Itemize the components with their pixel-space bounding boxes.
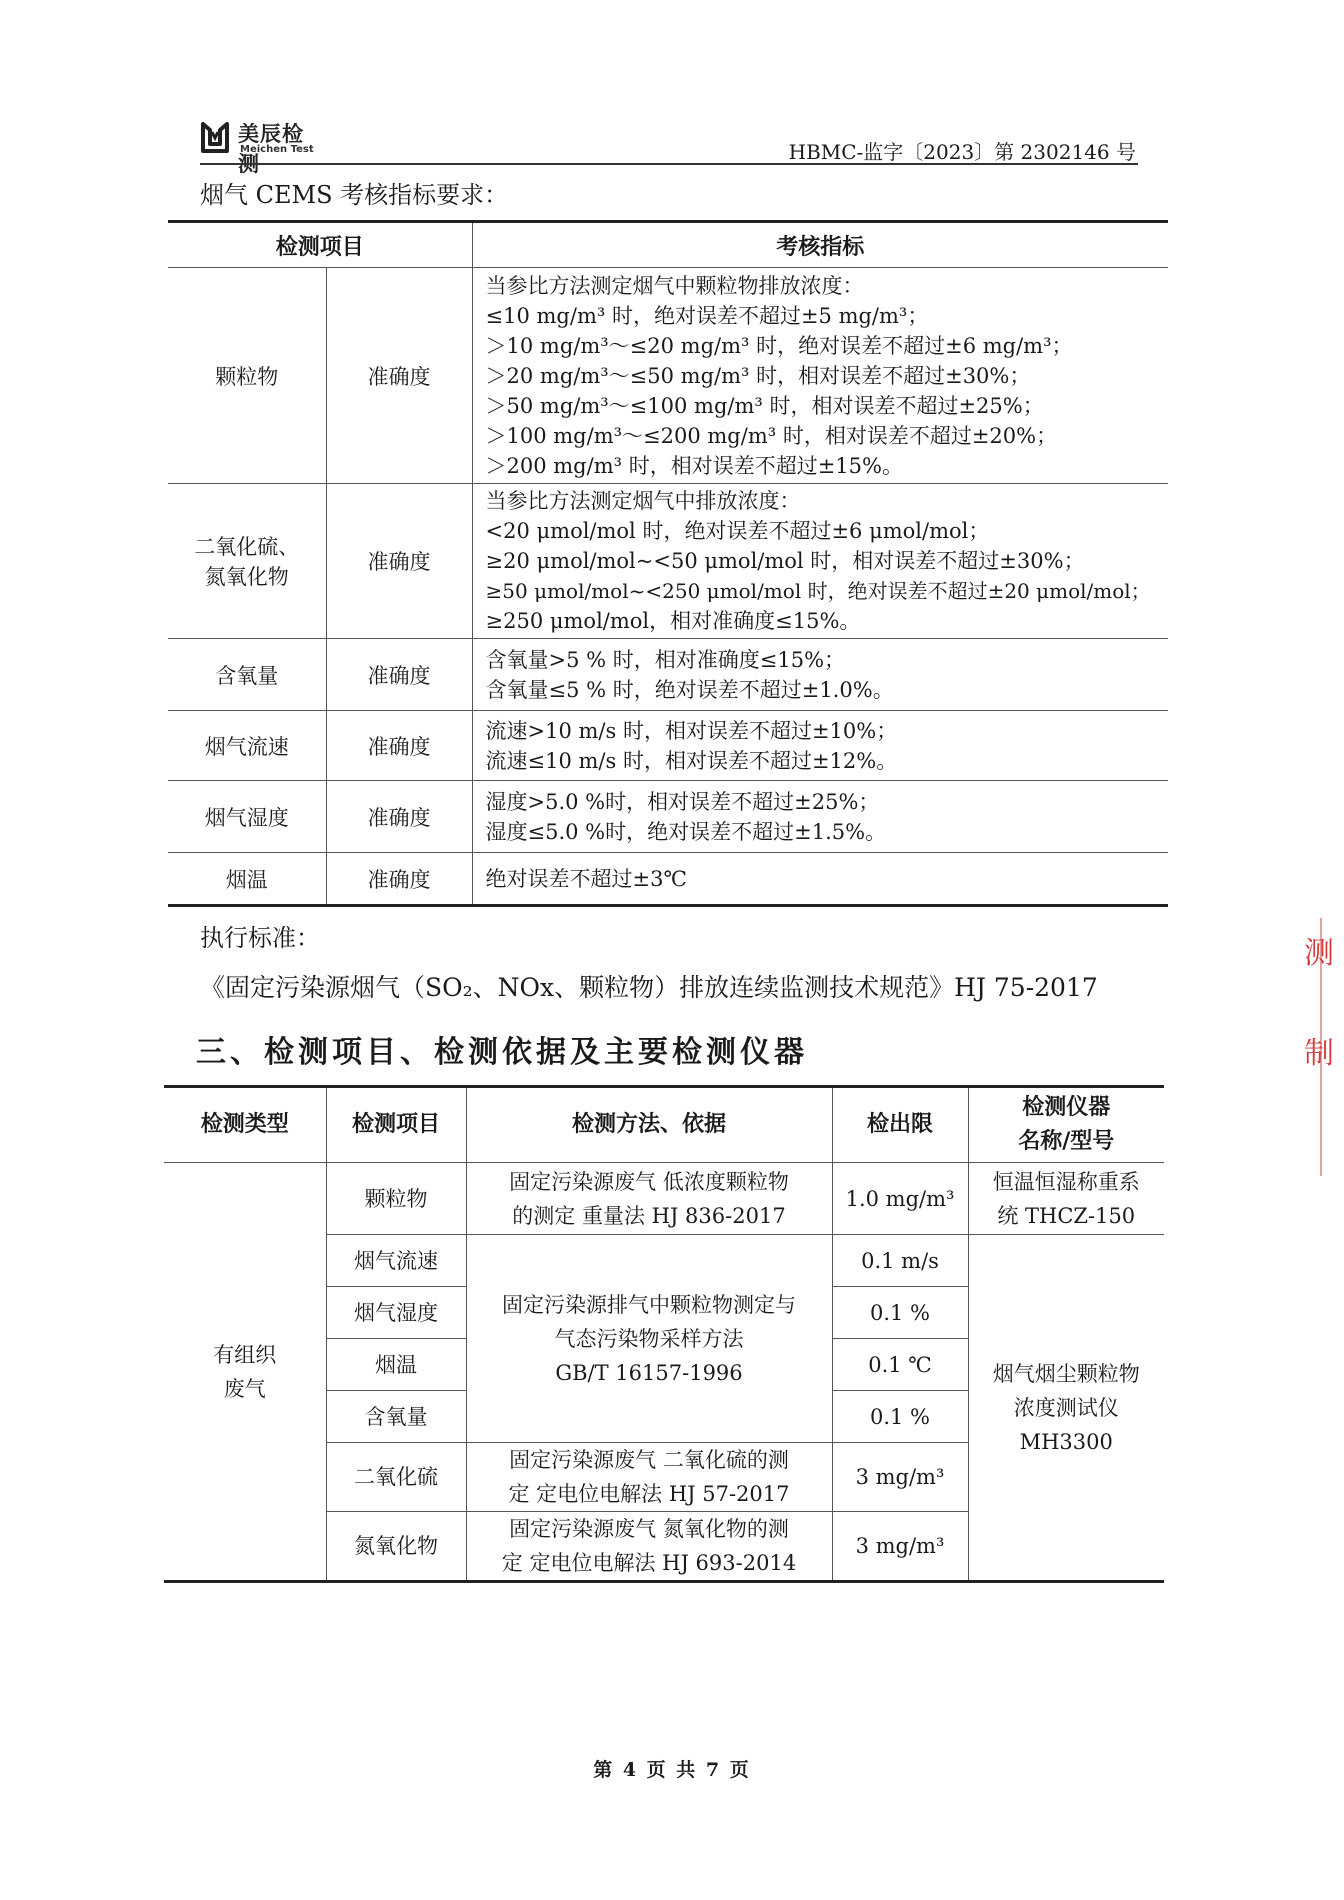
criteria-line: ＞20 mg/m³～≤50 mg/m³ 时，相对误差不超过±30%；	[485, 363, 1031, 388]
metric-cell: 准确度	[326, 711, 472, 781]
seal-char: 测	[1304, 936, 1334, 971]
instrument-cell	[968, 1163, 1164, 1235]
item-cell	[168, 484, 326, 639]
criteria-cell	[472, 268, 1168, 484]
method-line: 定 定电位电解法 HJ 693-2014	[501, 1551, 797, 1575]
criteria-cell	[472, 853, 1168, 906]
criteria-line: ≤10 mg/m³ 时，绝对误差不超过±5 mg/m³；	[485, 303, 929, 328]
seal-char: 制	[1304, 1036, 1334, 1071]
method-line: 定 定电位电解法 HJ 57-2017	[508, 1482, 790, 1506]
table-row	[164, 1163, 1164, 1235]
table-row	[168, 484, 1168, 639]
standard-text: 《固定污染源烟气（SO₂、NOx、颗粒物）排放连续监测技术规范》HJ 75-2017	[200, 973, 1098, 1002]
header-instrument-line: 名称/型号	[1018, 1129, 1115, 1154]
table-row	[168, 268, 1168, 484]
standard-label: 执行标准：	[200, 924, 320, 952]
criteria-line: 绝对误差不超过±3℃	[485, 866, 687, 891]
page-number: 第 4 页 共 7 页	[593, 1759, 751, 1781]
table-row	[168, 639, 1168, 711]
criteria-cell	[472, 484, 1168, 639]
methods-table	[164, 1085, 1164, 1583]
method-cell	[466, 1512, 832, 1582]
item-cell: 烟气流速	[326, 1235, 466, 1287]
item-line: 二氧化硫、	[194, 535, 300, 559]
instrument-line: 浓度测试仪	[1013, 1395, 1119, 1420]
header-item: 检测项目	[168, 222, 472, 268]
criteria-line: ＞200 mg/m³ 时，相对误差不超过±15%。	[485, 453, 903, 478]
header-item: 检测项目	[326, 1087, 466, 1163]
criteria-line: 当参比方法测定烟气中排放浓度：	[485, 489, 801, 513]
method-line: 气态污染物采样方法	[554, 1326, 744, 1351]
criteria-line: <20 μmol/mol 时，绝对误差不超过±6 μmol/mol；	[485, 519, 990, 543]
logo-mark-icon	[200, 120, 230, 154]
metric-cell: 准确度	[326, 484, 472, 639]
header-type: 检测类型	[164, 1087, 326, 1163]
criteria-line: 当参比方法测定烟气中颗粒物排放浓度：	[485, 273, 864, 298]
section-title-cems: 烟气 CEMS 考核指标要求：	[200, 181, 509, 209]
limit-cell: 3 mg/m³	[832, 1512, 968, 1582]
criteria-cell	[472, 711, 1168, 781]
criteria-line: 流速≤10 m/s 时，相对误差不超过±12%。	[485, 748, 898, 773]
criteria-line: ≥250 μmol/mol，相对准确度≤15%。	[485, 609, 861, 633]
type-line: 废气	[223, 1376, 266, 1401]
limit-cell: 0.1 %	[832, 1287, 968, 1339]
method-line: 固定污染源废气 氮氧化物的测	[509, 1517, 789, 1541]
logo-chinese-text: 美辰检测	[238, 122, 304, 176]
item-line: 氮氧化物	[204, 565, 289, 589]
limit-cell: 0.1 %	[832, 1391, 968, 1443]
metric-cell: 准确度	[326, 639, 472, 711]
criteria-cell	[472, 639, 1168, 711]
item-cell: 颗粒物	[168, 268, 326, 484]
header-criteria: 考核指标	[472, 222, 1168, 268]
method-cell	[466, 1235, 832, 1443]
method-cell	[466, 1163, 832, 1235]
method-line: 的测定 重量法 HJ 836-2017	[512, 1203, 786, 1228]
header-instrument	[968, 1087, 1164, 1163]
instrument-line: 恒温恒湿称重系	[992, 1169, 1140, 1194]
method-line: 固定污染源废气 低浓度颗粒物	[509, 1169, 789, 1194]
item-cell: 烟气湿度	[168, 781, 326, 853]
item-cell: 二氧化硫	[326, 1443, 466, 1512]
method-line: 固定污染源排气中颗粒物测定与	[502, 1292, 796, 1317]
instrument-cell	[968, 1235, 1164, 1582]
limit-cell: 1.0 mg/m³	[832, 1163, 968, 1235]
method-line: GB/T 16157-1996	[555, 1360, 743, 1385]
header-divider	[200, 163, 1138, 165]
metric-cell: 准确度	[326, 853, 472, 906]
criteria-line: 湿度>5.0 %时，相对误差不超过±25%；	[485, 789, 880, 814]
limit-cell: 0.1 m/s	[832, 1235, 968, 1287]
item-cell: 氮氧化物	[326, 1512, 466, 1582]
criteria-cell	[472, 781, 1168, 853]
company-logo	[200, 118, 322, 176]
cems-criteria-table	[168, 220, 1168, 907]
metric-cell: 准确度	[326, 781, 472, 853]
instrument-line: 烟气烟尘颗粒物	[992, 1361, 1140, 1386]
header-method: 检测方法、依据	[466, 1087, 832, 1163]
criteria-line: ≥20 μmol/mol~<50 μmol/mol 时，相对误差不超过±30%；	[485, 549, 1085, 573]
table-row	[168, 781, 1168, 853]
item-cell: 含氧量	[326, 1391, 466, 1443]
header-instrument-line: 检测仪器	[1022, 1095, 1111, 1120]
limit-cell: 0.1 ℃	[832, 1339, 968, 1391]
method-line: 固定污染源废气 二氧化硫的测	[509, 1448, 789, 1472]
type-cell	[164, 1163, 326, 1582]
criteria-line: 流速>10 m/s 时，相对误差不超过±10%；	[485, 718, 898, 743]
limit-cell: 3 mg/m³	[832, 1443, 968, 1512]
seal-stamp	[1300, 918, 1340, 1176]
criteria-line: ＞10 mg/m³～≤20 mg/m³ 时，绝对误差不超过±6 mg/m³；	[485, 333, 1073, 358]
criteria-line: ＞50 mg/m³～≤100 mg/m³ 时，相对误差不超过±25%；	[485, 393, 1044, 418]
document-number: HBMC-监字〔2023〕第 2302146 号	[788, 140, 1136, 164]
criteria-line: ≥50 μmol/mol~<250 μmol/mol 时，绝对误差不超过±20 μmol/mol；	[485, 579, 1151, 603]
table-row	[168, 711, 1168, 781]
type-line: 有组织	[213, 1342, 277, 1367]
criteria-line: 湿度≤5.0 %时，绝对误差不超过±1.5%。	[485, 819, 887, 844]
metric-cell: 准确度	[326, 268, 472, 484]
criteria-line: 含氧量≤5 % 时，绝对误差不超过±1.0%。	[485, 677, 894, 702]
item-cell: 烟温	[326, 1339, 466, 1391]
table-header-row	[168, 222, 1168, 268]
criteria-line: ＞100 mg/m³～≤200 mg/m³ 时，相对误差不超过±20%；	[485, 423, 1058, 448]
table-row	[168, 853, 1168, 906]
instrument-line: 统 THCZ-150	[997, 1203, 1136, 1228]
instrument-line: MH3300	[1019, 1429, 1113, 1454]
item-cell: 烟气流速	[168, 711, 326, 781]
item-cell: 烟气湿度	[326, 1287, 466, 1339]
item-cell: 含氧量	[168, 639, 326, 711]
header-limit: 检出限	[832, 1087, 968, 1163]
item-cell: 烟温	[168, 853, 326, 906]
item-cell: 颗粒物	[326, 1163, 466, 1235]
method-cell	[466, 1443, 832, 1512]
section-title-methods: 三、检测项目、检测依据及主要检测仪器	[196, 1035, 808, 1070]
criteria-line: 含氧量>5 % 时，相对准确度≤15%；	[485, 647, 846, 672]
table-header-row	[164, 1087, 1164, 1163]
logo-english-text: Meichen Test	[240, 144, 314, 155]
